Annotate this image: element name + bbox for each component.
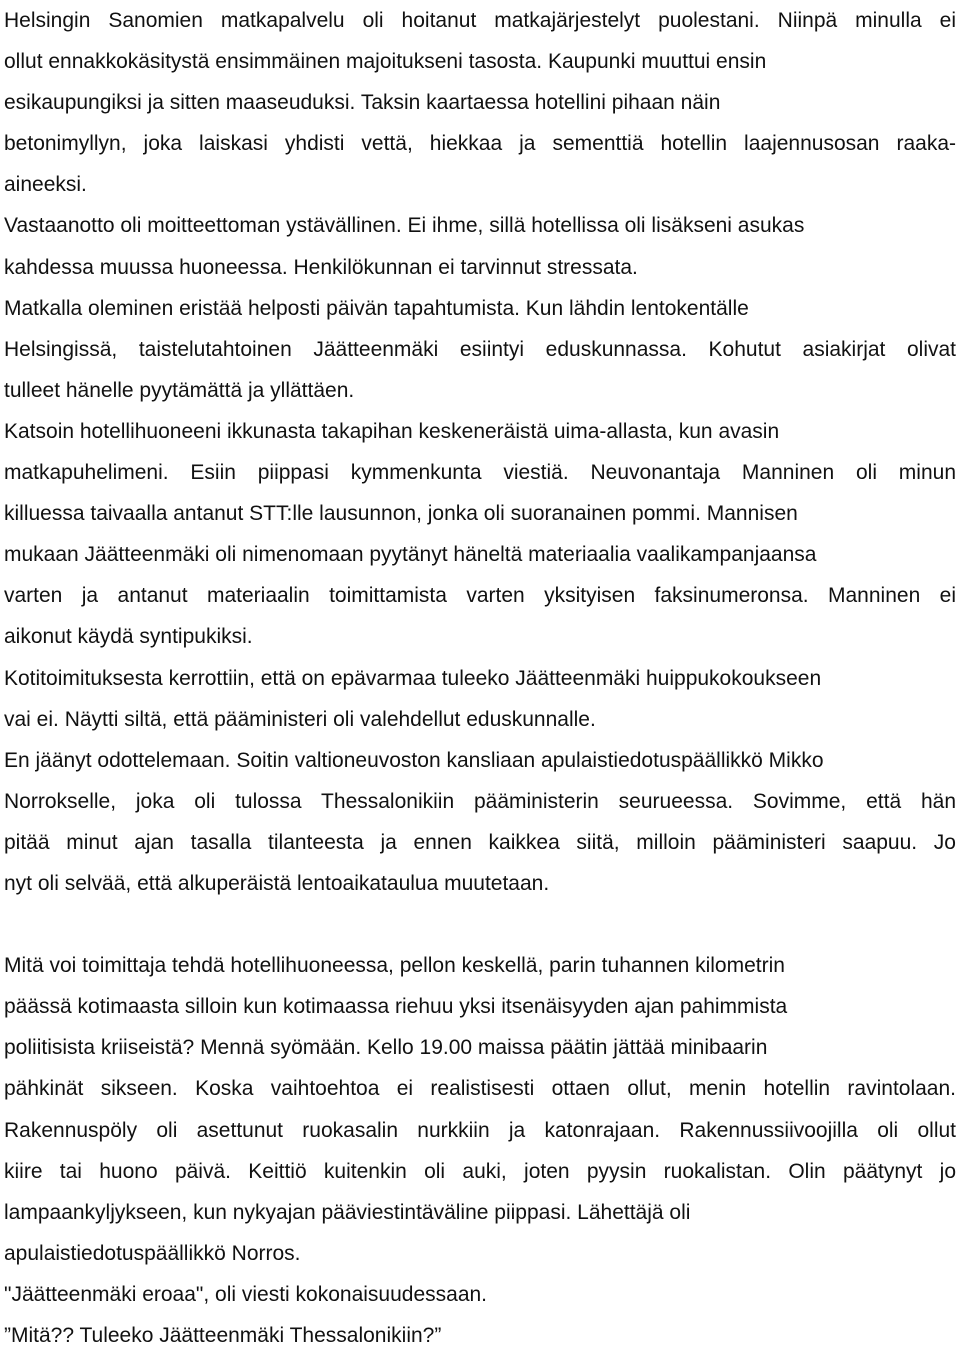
text-line: vai ei. Näytti siltä, että pääministeri oli valehdellut eduskunnalle. bbox=[4, 707, 596, 731]
text-line: Mitä voi toimittaja tehdä hotellihuoneessa, pellon keskellä, parin tuhannen kilometrin bbox=[4, 954, 785, 978]
text-line: Matkalla oleminen eristää helposti päivän tapahtumista. Kun lähdin lentokentälle bbox=[4, 296, 749, 320]
text-line: aikonut käydä syntipukiksi. bbox=[4, 625, 253, 649]
paragraph-spacer bbox=[4, 904, 956, 945]
text-line: poliitisista kriiseistä? Mennä syömään. Kello 19.00 maissa päätin jättää minibaarin bbox=[4, 1036, 768, 1060]
text-line: ollut ennakkokäsitystä ensimmäinen majoitukseni tasosta. Kaupunki muuttui ensin bbox=[4, 50, 767, 74]
text-line: Vastaanotto oli moitteettoman ystävällinen. Ei ihme, sillä hotellissa oli lisäkseni asukas bbox=[4, 214, 805, 238]
text-line: Kotitoimituksesta kerrottiin, että on epävarmaa tuleeko Jäätteenmäki huippukokoukseen bbox=[4, 666, 822, 690]
text-line: Rakennuspöly oli asettunut ruokasalin nurkkiin ja katonrajaan. Rakennussiivoojilla oli ollut bbox=[4, 1118, 956, 1142]
text-line: mukaan Jäätteenmäki oli nimenomaan pyytänyt häneltä materiaalia vaalikampanjaansa bbox=[4, 543, 817, 567]
text-line: varten ja antanut materiaalin toimittamista varten yksityisen faksinumeronsa. Manninen ei bbox=[4, 584, 956, 608]
text-line: aineeksi. bbox=[4, 173, 87, 197]
text-line: pähkinät sikseen. Koska vaihtoehtoa ei realistisesti ottaen ollut, menin hotellin ravintolaan. bbox=[4, 1077, 956, 1101]
text-line: Katsoin hotellihuoneeni ikkunasta takapihan keskeneräistä uima-allasta, kun avasin bbox=[4, 419, 780, 443]
text-line: kahdessa muussa huoneessa. Henkilökunnan ei tarvinnut stressata. bbox=[4, 255, 638, 279]
text-line: En jäänyt odottelemaan. Soitin valtioneuvoston kansliaan apulaistiedotuspäällikkö Mikko bbox=[4, 748, 824, 772]
text-line: tulleet hänelle pyytämättä ja yllättäen. bbox=[4, 378, 355, 402]
text-line: päässä kotimaasta silloin kun kotimaassa riehuu yksi itsenäisyyden ajan pahimmista bbox=[4, 995, 788, 1019]
text-line: Norrokselle, joka oli tulossa Thessalonikiin pääministerin seurueessa. Sovimme, että hän bbox=[4, 789, 956, 813]
text-line: nyt oli selvää, että alkuperäistä lentoaikataulua muutetaan. bbox=[4, 871, 550, 895]
text-line: matkapuhelimeni. Esiin piippasi kymmenkunta viestiä. Neuvonantaja Manninen oli minun bbox=[4, 461, 956, 485]
text-line: betonimyllyn, joka laiskasi yhdisti vettä, hiekkaa ja sementtiä hotellin laajennusosan raaka- bbox=[4, 132, 956, 156]
text-line: "Jäätteenmäki eroaa", oli viesti kokonaisuudessaan. bbox=[4, 1282, 488, 1306]
text-line: Helsingin Sanomien matkapalvelu oli hoitanut matkajärjestelyt puolestani. Niinpä minulla ei bbox=[4, 9, 956, 32]
document-page bbox=[4, 0, 956, 1356]
text-line: pitää minut ajan tasalla tilanteesta ja ennen kaikkea siitä, milloin pääministeri saapuu. Jo bbox=[4, 830, 956, 854]
text-line: killuessa taivaalla antanut STT:lle lausunnon, jonka oli suoranainen pommi. Mannisen bbox=[4, 502, 798, 526]
text-line: esikaupungiksi ja sitten maaseuduksi. Taksin kaartaessa hotellini pihaan näin bbox=[4, 91, 721, 115]
text-line: kiire tai huono päivä. Keittiö kuitenkin oli auki, joten pyysin ruokalistan. Olin päätynyt jo bbox=[4, 1159, 956, 1183]
text-line: apulaistiedotuspäällikkö Norros. bbox=[4, 1241, 301, 1265]
text-line: lampaankyljykseen, kun nykyajan pääviestintäväline piippasi. Lähettäjä oli bbox=[4, 1200, 691, 1224]
text-line: ”Mitä?? Tuleeko Jäätteenmäki Thessalonikiin?” bbox=[4, 1324, 442, 1347]
text-line: Helsingissä, taistelutahtoinen Jäätteenmäki esiintyi eduskunnassa. Kohutut asiakirjat olivat bbox=[4, 337, 956, 361]
